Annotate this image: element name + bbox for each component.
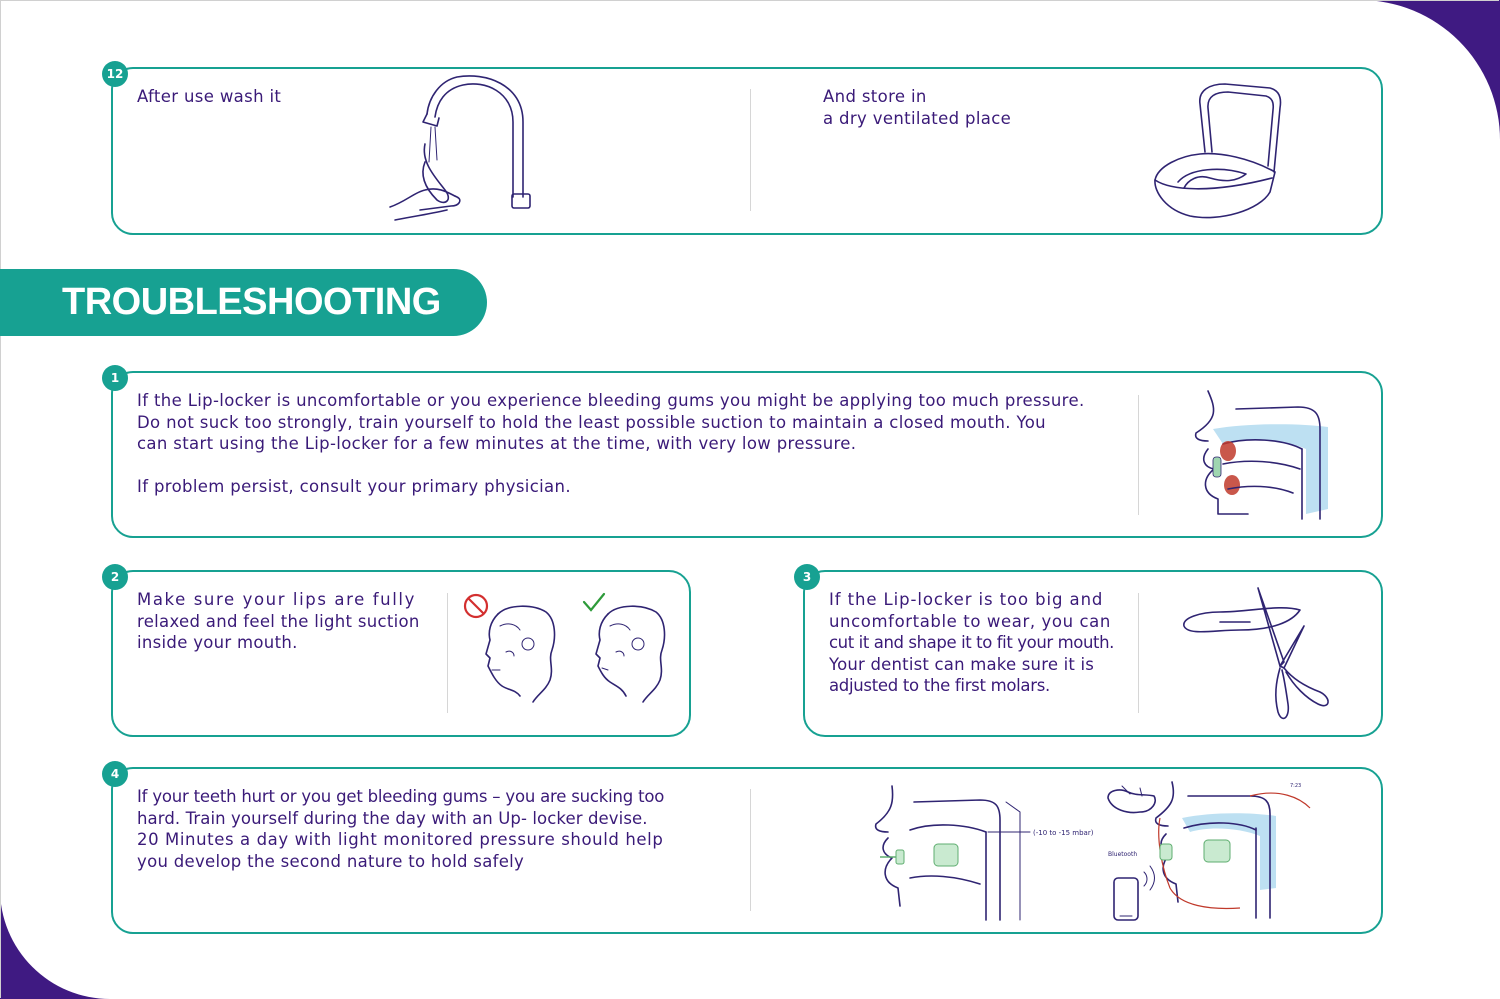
divider: [447, 593, 448, 713]
store-line-1: And store in: [823, 87, 927, 106]
phone-icon: [1114, 878, 1138, 920]
tense-face-icon: [478, 604, 558, 704]
text-line: relaxed and feel the light suction: [137, 611, 420, 631]
text-line: hard. Train yourself during the day with an Up- locker devise.: [137, 808, 648, 828]
wash-instruction: After use wash it: [137, 87, 282, 106]
step-number-badge: 4: [102, 761, 128, 787]
text-line: If problem persist, consult your primary physician.: [137, 477, 571, 496]
step-number-badge: 2: [102, 564, 128, 590]
text-line: If your teeth hurt or you get bleeding gums – you are sucking too: [137, 787, 665, 806]
text-line: 20 Minutes a day with light monitored pressure should help: [137, 830, 664, 849]
mouth-pressure-diagram: [870, 782, 1100, 922]
trouble-4-text: [137, 786, 664, 872]
step-number-badge: 3: [794, 564, 820, 590]
text-line: inside your mouth.: [137, 633, 298, 652]
step-number-badge: 1: [102, 365, 128, 391]
trouble-2-text: [137, 589, 420, 654]
faucet-hand-icon: [385, 82, 545, 227]
mouth-cross-section-icon: [1188, 389, 1338, 521]
troubleshooting-banner: [0, 269, 487, 336]
bluetooth-label: Bluetooth: [1108, 851, 1138, 858]
divider: [750, 789, 751, 911]
text-line: Your dentist can make sure it is: [829, 654, 1095, 674]
store-instruction: [823, 86, 1011, 129]
divider: [750, 89, 751, 211]
text-line: Do not suck too strongly, train yourself to hold the least possible suction to maintain a closed mouth. You: [137, 412, 1046, 432]
storage-case-icon: [1150, 82, 1290, 222]
text-line: adjusted to the first molars.: [829, 676, 1050, 695]
text-line: If the Lip-locker is too big and: [829, 590, 1104, 609]
step-number-badge: 12: [102, 61, 128, 87]
text-line: If the Lip-locker is uncomfortable or you experience bleeding gums you might be applying too much pressure.: [137, 391, 1085, 410]
banner-title: TROUBLESHOOTING: [62, 281, 441, 323]
bluetooth-mouth-diagram: [1100, 778, 1320, 926]
text-line: can start using the Lip-locker for a few minutes at the time, with very low pressure.: [137, 434, 857, 453]
trouble-3-text: [829, 589, 1114, 697]
pressure-label: (-10 to -15 mbar): [1033, 829, 1094, 837]
trouble-1-text: [137, 390, 1085, 498]
store-line-2: a dry ventilated place: [823, 108, 1012, 128]
text-line: uncomfortable to wear, you can: [829, 611, 1111, 631]
divider: [1138, 395, 1139, 515]
time-label: 7:23: [1290, 783, 1302, 789]
scissors-icon: [1180, 586, 1340, 726]
text-line: Make sure your lips are fully: [137, 590, 416, 609]
text-line: you develop the second nature to hold safely: [137, 851, 525, 871]
divider: [1138, 593, 1139, 713]
relaxed-face-icon: [588, 604, 668, 704]
text-line: cut it and shape it to fit your mouth.: [829, 633, 1115, 652]
